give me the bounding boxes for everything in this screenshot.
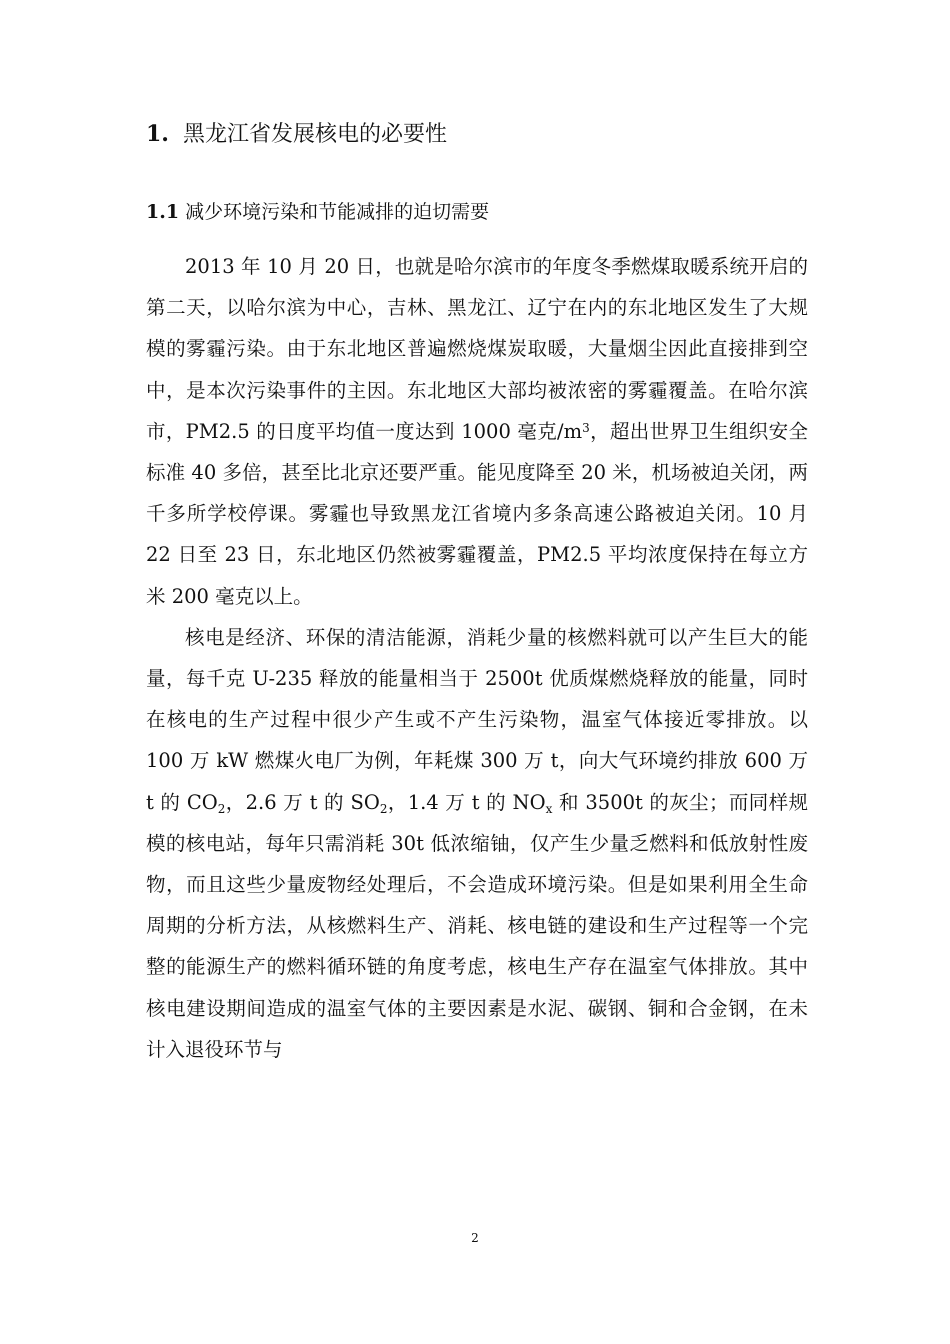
so2-subscript: 2 bbox=[379, 801, 388, 816]
body-text bbox=[146, 246, 808, 1070]
paragraph-haze-text-b: ，超出世界卫生组织安全标准 40 多倍，甚至比北京还要严重。能见度降至 20 米，机场被迫关闭，两千多所学校停课。雾霾也导致黑龙江省境内多条高速公路被迫关闭。10 月 22 日至 23 日，东北地区仍然被雾霾覆盖，PM2.5 平均浓度保持在每立方米 200 毫克以上。 bbox=[146, 419, 808, 608]
subsection-title: 减少环境污染和节能减排的迫切需要 bbox=[185, 201, 490, 223]
section-number: 1. bbox=[146, 121, 169, 147]
unit-superscript: 3 bbox=[582, 420, 590, 435]
paragraph-nuclear-text-c: ，1.4 万 t 的 NO bbox=[387, 790, 546, 814]
nox-subscript: x bbox=[545, 801, 553, 816]
section-title: 黑龙江省发展核电的必要性 bbox=[182, 122, 447, 147]
paragraph-haze-text-a: 2013 年 10 月 20 日，也就是哈尔滨市的年度冬季燃煤取暖系统开启的第二天，以哈尔滨为中心，吉林、黑龙江、辽宁在内的东北地区发生了大规模的雾霾污染。由于东北地区普遍燃烧煤炭取暖，大量烟尘因此直接排到空中，是本次污染事件的主因。东北地区大部均被浓密的雾霾覆盖。在哈尔滨市，PM2.5 的日度平均值一度达到 1000 毫克/m bbox=[146, 255, 808, 443]
subsection-heading bbox=[146, 197, 489, 227]
paragraph-nuclear-text-a: 核电是经济、环保的清洁能源，消耗少量的核燃料就可以产生巨大的能量，每千克 U-235 释放的能量相当于 2500t 优质煤燃烧释放的能量，同时在核电的生产过程中很少产生或不产生污染物，温室气体接近零排放。以 100 万 kW 燃煤火电厂为例，年耗煤 300 万 t，向大气环境约排放 600 万 t 的 CO bbox=[146, 625, 808, 814]
paragraph-nuclear-text-b: ，2.6 万 t 的 SO bbox=[225, 790, 380, 814]
paragraph-nuclear bbox=[146, 617, 808, 1070]
page-number: 2 bbox=[471, 1231, 479, 1245]
section-heading bbox=[146, 116, 447, 153]
paragraph-nuclear-text-d: 和 3500t 的灰尘；而同样规模的核电站，每年只需消耗 30t 低浓缩铀，仅产生少量乏燃料和低放射性废物，而且这些少量废物经处理后，不会造成环境污染。但是如果利用全生命周期的分析方法，从核燃料生产、消耗、核电链的建设和生产过程等一个完整的能源生产的燃料循环链的角度考虑，核电生产存在温室气体排放。其中核电建设期间造成的温室气体的主要因素是水泥、碳钢、铜和合金钢，在未计入退役环节与 bbox=[146, 790, 808, 1061]
co2-subscript: 2 bbox=[217, 801, 226, 816]
paragraph-haze bbox=[146, 246, 808, 617]
subsection-number: 1.1 bbox=[146, 201, 180, 223]
